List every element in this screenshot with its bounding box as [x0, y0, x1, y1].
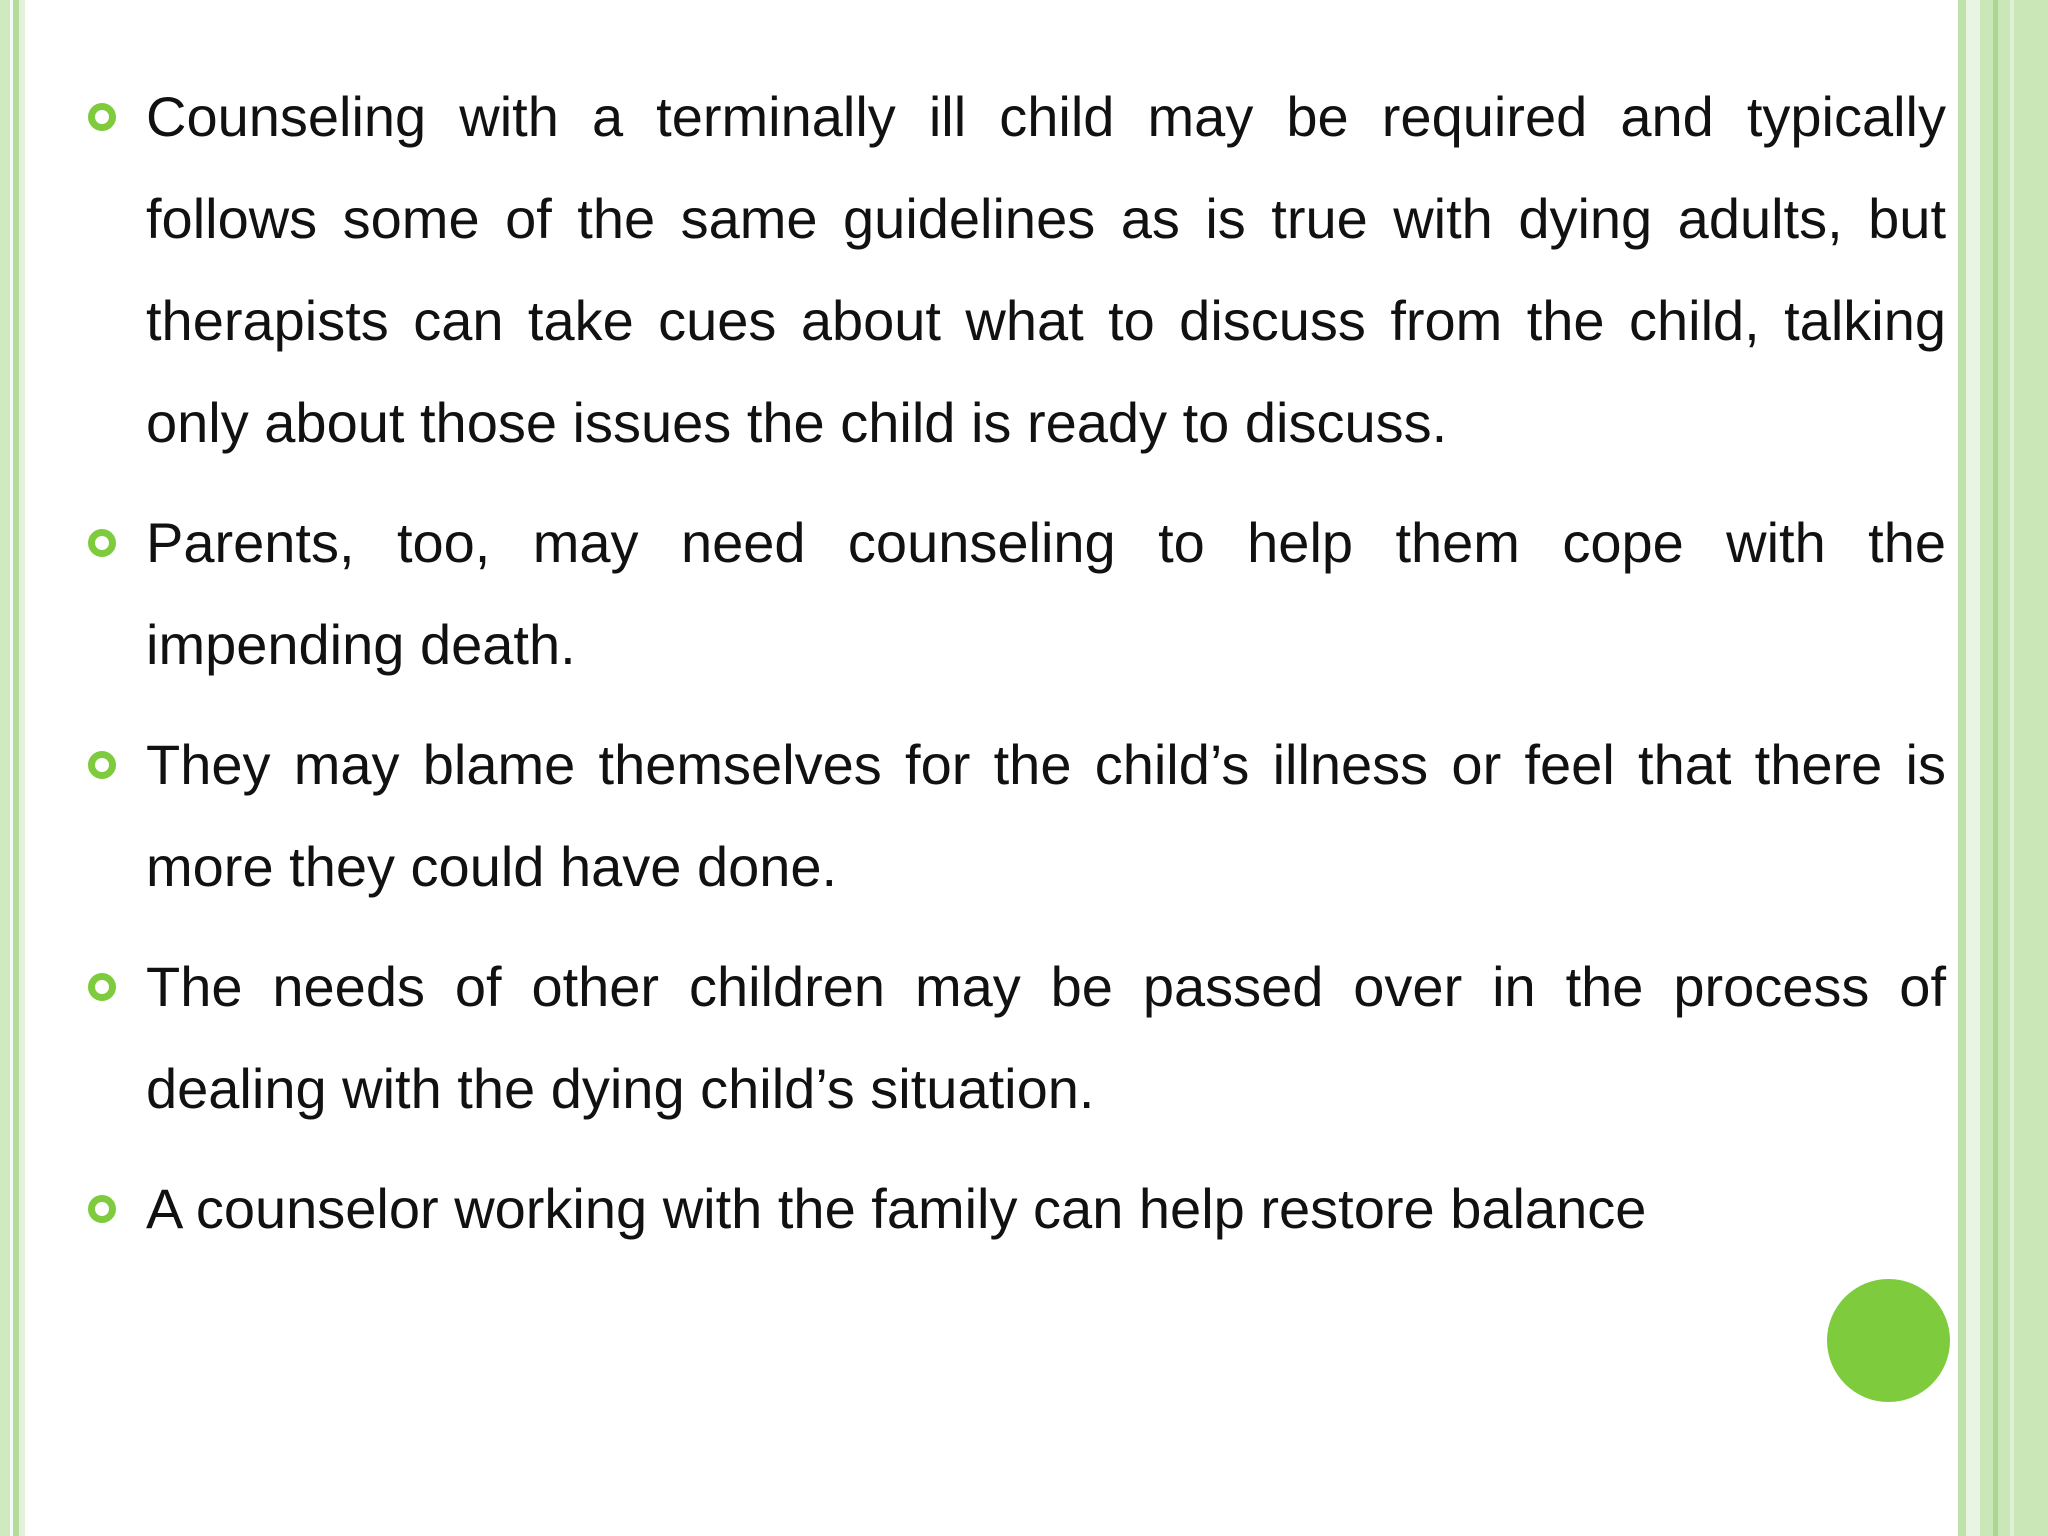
- bullet-item: [86, 66, 1948, 474]
- bullet-text: Counseling with a terminally ill child may be required and typically follows some of the same guidelines as is true with dying adults, but therapists can take cues about what to discuss from the child, talking only about those issues the child is ready to discuss.: [146, 85, 1946, 454]
- bullet-item: [86, 936, 1948, 1140]
- bullet-text: Parents, too, may need counseling to help them cope with the impending death.: [146, 511, 1946, 676]
- bullet-text: They may blame themselves for the child’s illness or feel that there is more they could have done.: [146, 733, 1946, 898]
- right-border-stripe: [1993, 0, 1998, 1536]
- bullet-marker: [86, 492, 146, 594]
- left-border-stripe: [0, 0, 10, 1536]
- bullet-text: A counselor working with the family can help restore balance: [146, 1177, 1647, 1240]
- bullet-marker: [86, 66, 146, 168]
- bullet-marker: [86, 936, 146, 1038]
- bullet-marker: [86, 1158, 146, 1260]
- hollow-circle-icon: [88, 529, 116, 557]
- bullet-item: [86, 1158, 1948, 1260]
- bullet-item: [86, 492, 1948, 696]
- bullet-item: [86, 714, 1948, 918]
- bullet-text: The needs of other children may be passed over in the process of dealing with the dying child’s situation.: [146, 955, 1946, 1120]
- hollow-circle-icon: [88, 973, 116, 1001]
- hollow-circle-icon: [88, 751, 116, 779]
- bullet-list: [86, 66, 1948, 1278]
- right-border-stripe: [1966, 0, 1980, 1536]
- bullet-marker: [86, 714, 146, 816]
- decorative-circle: [1827, 1279, 1950, 1402]
- hollow-circle-icon: [88, 103, 116, 131]
- right-border-stripe: [1980, 0, 2048, 1536]
- right-border-stripe: [1958, 0, 1966, 1536]
- hollow-circle-icon: [88, 1195, 116, 1223]
- right-border-stripe: [2010, 0, 2014, 1536]
